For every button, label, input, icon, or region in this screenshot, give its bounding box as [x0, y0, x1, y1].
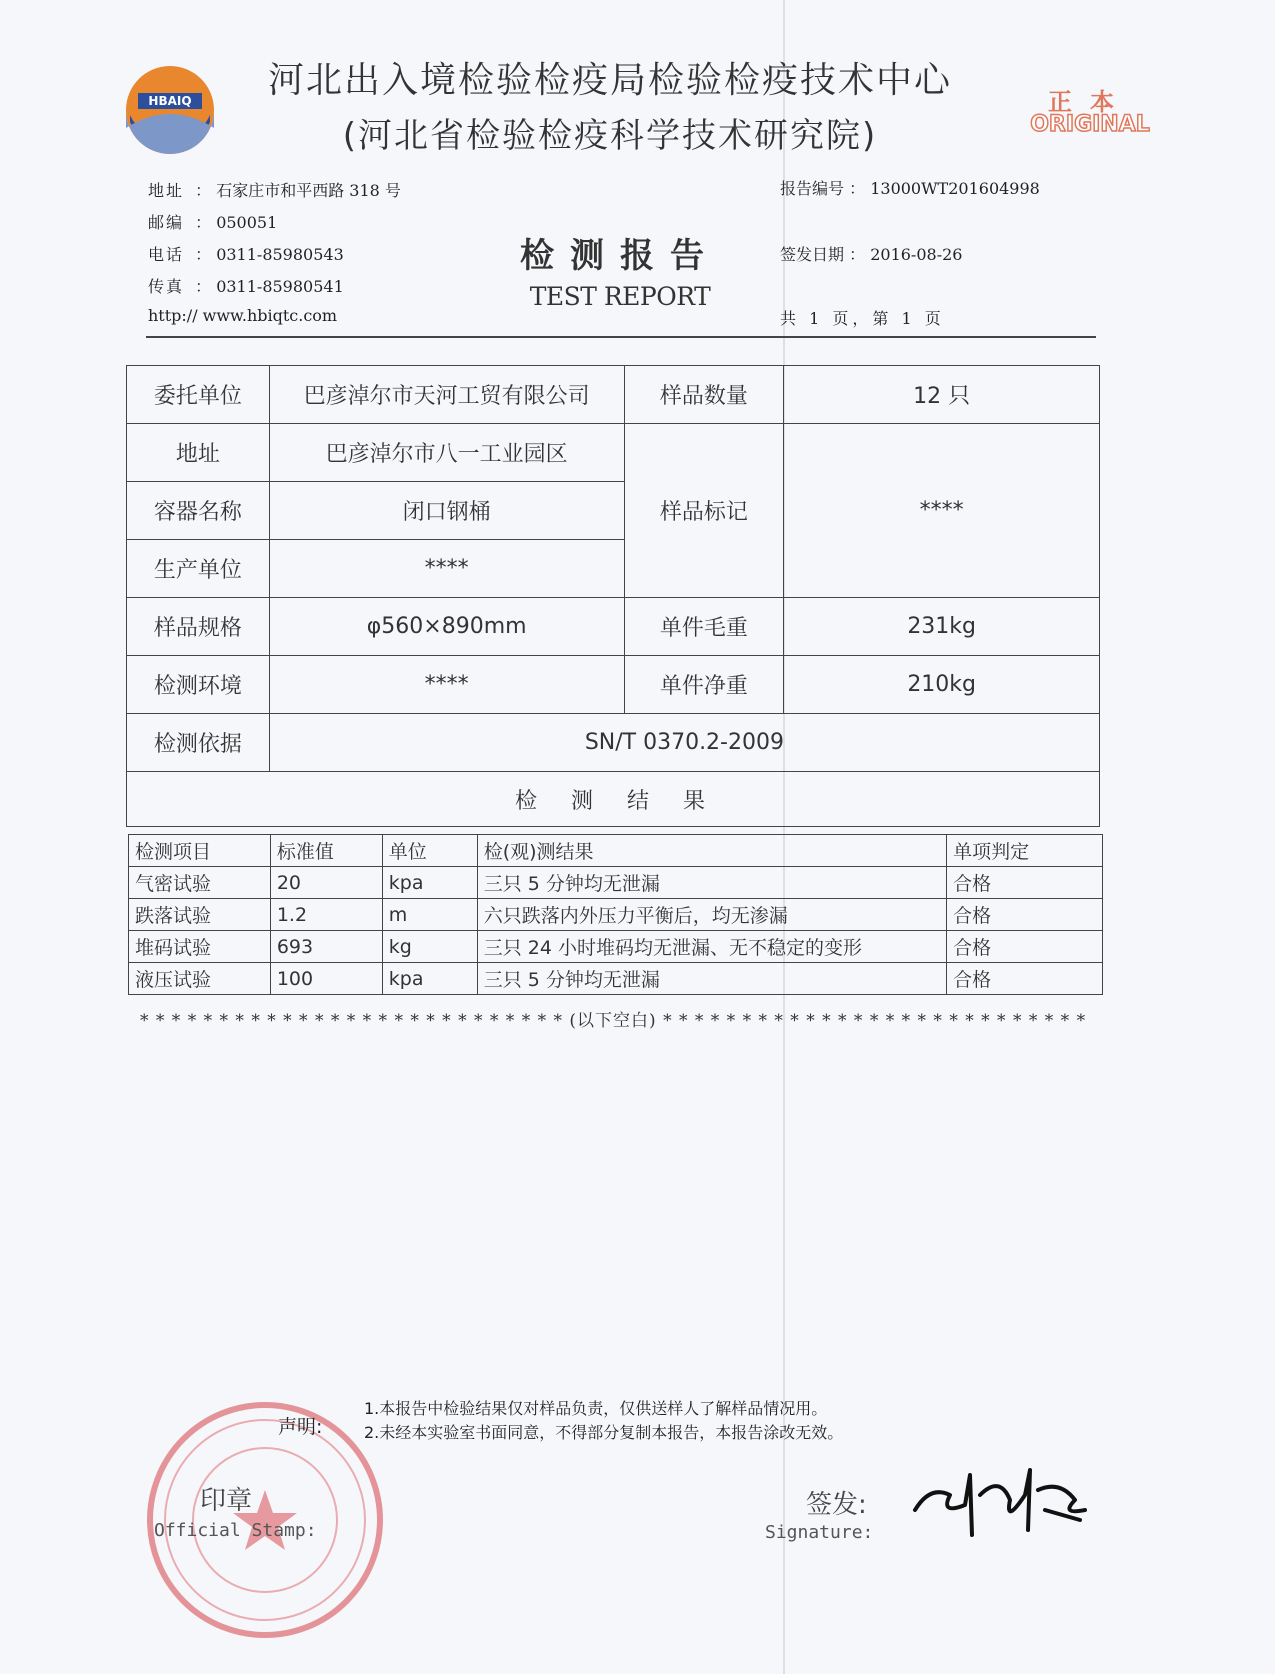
- qty-label: 样品数量: [624, 366, 784, 424]
- table-row: [129, 899, 1103, 931]
- declaration-line-1: 1.本报告中检验结果仅对样品负责，仅供送样人了解样品情况用。: [364, 1399, 828, 1418]
- original-mark-en: ORIGINAL: [1030, 112, 1150, 137]
- signature-label-cn: 签发:: [806, 1490, 867, 1520]
- row-result: 三只 5 分钟均无泄漏: [477, 867, 946, 899]
- row-judgement: 合格: [947, 899, 1103, 931]
- website: http:// www.hbiqtc.com: [148, 306, 338, 325]
- col-header-unit: 单位: [382, 835, 477, 867]
- table-row: [129, 867, 1103, 899]
- address-line: 地址 ： 石家庄市和平西路 318 号: [148, 181, 401, 200]
- row-judgement: 合格: [947, 963, 1103, 995]
- qty-value: 12 只: [784, 366, 1100, 424]
- gross-value: 231kg: [784, 598, 1100, 656]
- org-subtitle: (河北省检验检疫科学技术研究院): [342, 116, 878, 156]
- container-label: 容器名称: [127, 482, 270, 540]
- table-row: [129, 931, 1103, 963]
- env-label: 检测环境: [127, 656, 270, 714]
- logo-text: HBAIQ: [148, 94, 192, 108]
- gross-label: 单件毛重: [624, 598, 784, 656]
- spec-label: 样品规格: [127, 598, 270, 656]
- results-title: 检 测 结 果: [127, 772, 1100, 827]
- sample-info-table: [126, 365, 1100, 827]
- handwritten-signature-icon: [910, 1455, 1090, 1545]
- hbaiq-logo: [120, 60, 220, 160]
- stamp-label-en: Official Stamp:: [154, 1520, 317, 1541]
- row-unit: m: [382, 899, 477, 931]
- row-standard: 20: [270, 867, 382, 899]
- blank-below-line: * * * * * * * * * * * * * * * * * * * * * * * * * * * (以下空白) * * * * * * * * * * * * * * * * * * * * * * * * * * *: [140, 1011, 1087, 1031]
- row-unit: kpa: [382, 867, 477, 899]
- row-standard: 693: [270, 931, 382, 963]
- row-result: 六只跌落内外压力平衡后，均无渗漏: [477, 899, 946, 931]
- row-item: 堆码试验: [129, 931, 271, 963]
- report-number: 报告编号 ： 13000WT201604998: [780, 179, 1040, 198]
- row-standard: 1.2: [270, 899, 382, 931]
- report-title-cn: 检测报告: [520, 236, 720, 276]
- container-value: 闭口钢桶: [269, 482, 624, 540]
- addr-value: 巴彦淖尔市八一工业园区: [269, 424, 624, 482]
- results-table: [128, 834, 1103, 995]
- maker-label: 生产单位: [127, 540, 270, 598]
- fax-line: 传真 ： 0311-85980541: [148, 277, 344, 296]
- row-item: 气密试验: [129, 867, 271, 899]
- row-unit: kpa: [382, 963, 477, 995]
- row-unit: kg: [382, 931, 477, 963]
- mark-label: 样品标记: [624, 424, 784, 598]
- mark-value: ****: [784, 424, 1100, 598]
- env-value: ****: [269, 656, 624, 714]
- row-judgement: 合格: [947, 867, 1103, 899]
- report-title-en: TEST REPORT: [529, 282, 711, 311]
- row-result: 三只 5 分钟均无泄漏: [477, 963, 946, 995]
- signature-label-en: Signature:: [765, 1522, 874, 1543]
- row-item: 液压试验: [129, 963, 271, 995]
- basis-value: SN/T 0370.2-2009: [269, 714, 1099, 772]
- results-header-row: [129, 835, 1103, 867]
- header-divider: [146, 336, 1096, 338]
- table-row: [129, 963, 1103, 995]
- col-header-standard: 标准值: [270, 835, 382, 867]
- maker-value: ****: [269, 540, 624, 598]
- col-header-item: 检测项目: [129, 835, 271, 867]
- phone-line: 电话 ： 0311-85980543: [148, 245, 344, 264]
- row-judgement: 合格: [947, 931, 1103, 963]
- original-mark-cn: 正本: [1048, 87, 1132, 116]
- col-header-result: 检(观)测结果: [477, 835, 946, 867]
- client-value: 巴彦淖尔市天河工贸有限公司: [269, 366, 624, 424]
- zip-line: 邮编 ： 050051: [148, 213, 278, 232]
- row-result: 三只 24 小时堆码均无泄漏、无不稳定的变形: [477, 931, 946, 963]
- row-item: 跌落试验: [129, 899, 271, 931]
- spec-value: φ560×890mm: [269, 598, 624, 656]
- stamp-label-cn: 印章: [200, 1486, 253, 1516]
- declaration-label: 声明:: [278, 1416, 323, 1438]
- addr-label: 地址: [127, 424, 270, 482]
- client-label: 委托单位: [127, 366, 270, 424]
- col-header-judgement: 单项判定: [947, 835, 1103, 867]
- declaration-line-2: 2.未经本实验室书面同意，不得部分复制本报告，本报告涂改无效。: [364, 1423, 844, 1442]
- row-standard: 100: [270, 963, 382, 995]
- net-label: 单件净重: [624, 656, 784, 714]
- issue-date: 签发日期 ： 2016-08-26: [780, 245, 963, 264]
- org-name: 河北出入境检验检疫局检验检疫技术中心: [267, 60, 952, 101]
- net-value: 210kg: [784, 656, 1100, 714]
- basis-label: 检测依据: [127, 714, 270, 772]
- page-count: 共 1 页，第 1 页: [780, 309, 945, 328]
